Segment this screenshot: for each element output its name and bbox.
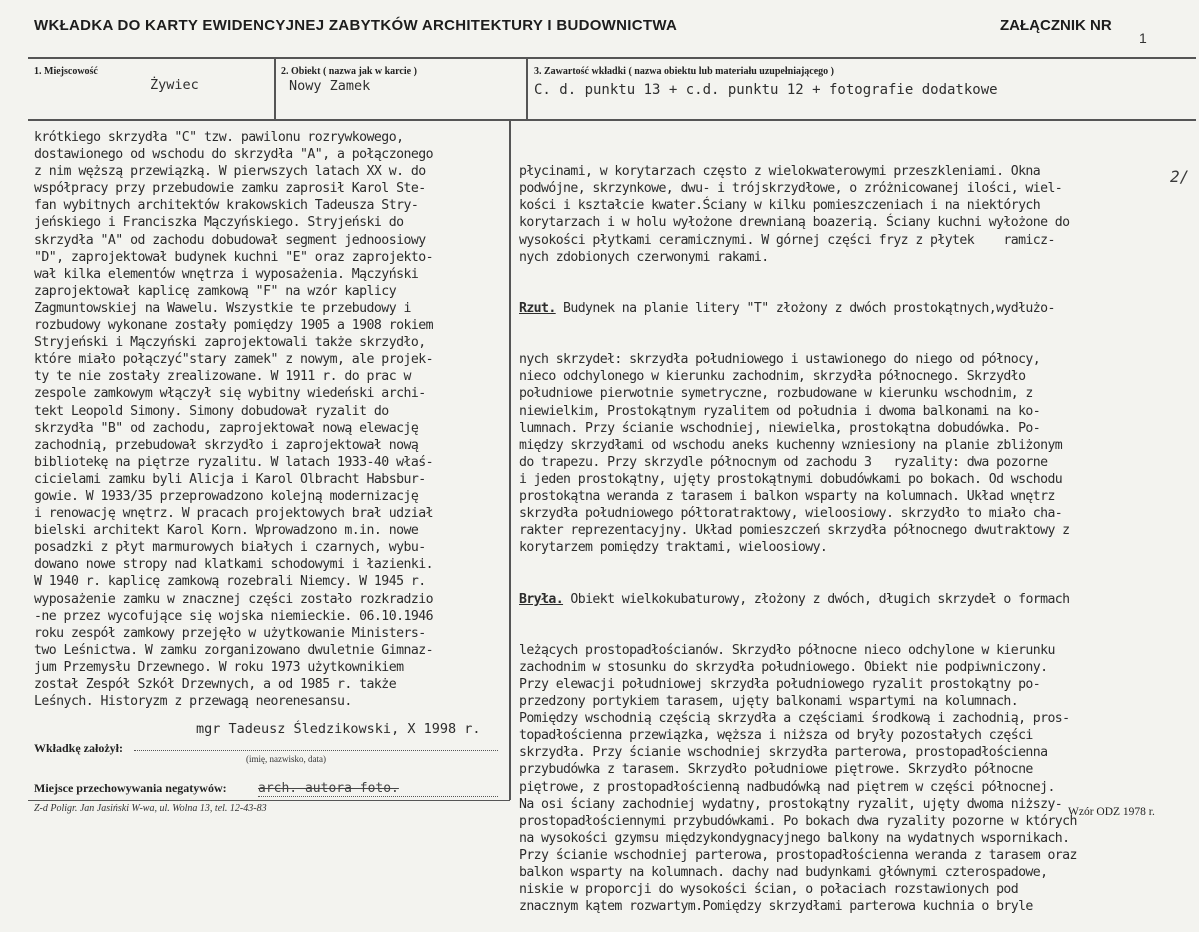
attachment-label: ZAŁĄCZNIK NR: [1000, 17, 1112, 34]
bryla-first-line: Obiekt wielkokubaturowy, złożony z dwóch, długich skrzydeł o formach: [563, 591, 1070, 607]
rzut-text-line: skrzydła południowego półtoratraktowy, wieloosiowy. skrzydło to miało cha-: [519, 506, 1063, 522]
rzut-heading: Rzut.: [519, 300, 556, 316]
bryla-text-line: Pomiędzy wschodnią częścią skrzydła a częściami środkową i zachodnią, pros-: [519, 711, 1070, 727]
left-text-line: dowano nowe stropy nad klatkami schodowymi i łazienki.: [34, 557, 434, 573]
rzut-text-line: rakter reprezentacyjny. Układ pomieszczeń skrzydła północnego dwutraktowy z: [519, 523, 1070, 539]
bryla-text-line: Na osi ściany zachodniej wydatny, prostokątny ryzalit, ujęty dwoma niższy-: [519, 796, 1063, 812]
bryla-text-line: na wysokości gzymsu międzykondygnacyjnego balkony na wydatnych wspornikach.: [519, 830, 1070, 846]
negatives-value: arch. autora foto.: [258, 781, 399, 796]
left-text-line: skrzydła "B" od zachodu, zaprojektował nową elewację: [34, 420, 419, 436]
field-divider-1: [274, 57, 276, 120]
bryla-text-line: przedzony portykiem tarasem, ujęty balkonami wspartymi na kolumnach.: [519, 694, 1019, 710]
rzut-text-line: lumnach. Przy ścianie wschodniej, niewielka, prostokątna dobudówka. Po-: [519, 420, 1041, 436]
right-text-line: wysokości płytkami ceramicznymi. W górnej części fryz z płytek ramicz-: [519, 232, 1055, 248]
bryla-text-line: przybudówka z tarasem. Skrzydło południowe piętrowe. Skrzydło północne: [519, 762, 1033, 778]
column-divider: [509, 120, 511, 800]
rzut-text-line: nieco odchylonego w kierunku zachodnim, skrzydła północnego. Skrzydło: [519, 369, 1026, 385]
left-text-line: jum Przemysłu Drzewnego. W roku 1973 użytkownikiem: [34, 659, 404, 675]
field-divider-2: [526, 57, 528, 120]
object-value: Nowy Zamek: [289, 78, 371, 94]
left-text-line: ty te nie zostały zrealizowane. W 1911 r. do prac w: [34, 369, 411, 385]
locality-label: 1. Miejscowość: [34, 66, 98, 77]
bryla-line: [519, 591, 1179, 608]
rzut-text-line: południowe pierwotnie symetryczne, rozbudowane w kierunku wschodnim, z: [519, 386, 1033, 402]
bryla-text-line: balkon wsparty na kolumnach. dachy nad budynkami głównymi czterospadowe,: [519, 865, 1048, 881]
left-text-line: skrzydła "A" od zachodu dobudował segment jednoosiowy: [34, 232, 426, 248]
rzut-text-line: korytarzem pomiędzy traktami, wieloosiowy.: [519, 540, 828, 556]
left-text-line: bibliotekę na piętrze ryzalitu. W latach 1933-40 właś-: [34, 454, 434, 470]
rzut-first-line: Budynek na planie litery "T" złożony z dwóch prostokątnych,wydłużo-: [555, 300, 1055, 316]
left-text-line: Stryjeński i Mączyński zaprojektowali także skrzydło,: [34, 335, 426, 351]
rzut-text-line: nych skrzydeł: skrzydła południowego i ustawionego do niego od północy,: [519, 352, 1041, 368]
left-text-line: tekt Leopold Simony. Simony dobudował ryzalit do: [34, 403, 389, 419]
bryla-text-line: niskie w proporcji do wysokości ścian, o połaciach rozstawionych pod: [519, 882, 1019, 898]
left-text-line: i renowację wnętrz. W pracach projektowych brał udział: [34, 506, 434, 522]
left-text-line: został Zespół Szkół Drzewnych, a od 1985 r. także: [34, 677, 397, 692]
left-text-line: posadzki z płyt marmurowych białych i czarnych, wybu-: [34, 540, 426, 556]
right-text-line: podwójne, skrzynkowe, dwu- i trójskrzydłowe, o zróżnicowanej ilości, wiel-: [519, 181, 1063, 197]
left-text-line: W 1940 r. kaplicę zamkową rozebrali Niemcy. W 1945 r.: [34, 574, 426, 590]
rzut-line: [519, 300, 1179, 317]
right-text-line: korytarzach i w holu wyłożone drewnianą boazerią. Ściany kuchni wyłożone do: [519, 215, 1070, 231]
form-template-id: Wzór ODZ 1978 r.: [1068, 806, 1155, 818]
left-text-line: zaprojektował kaplicę zamkową "F" na wzór kaplicy: [34, 283, 397, 299]
form-title: WKŁADKA DO KARTY EWIDENCYJNEJ ZABYTKÓW ARCHITEKTURY I BUDOWNICTWA: [34, 17, 678, 34]
left-text-line: dostawionego od wschodu do skrzydła "A", a połączonego: [34, 147, 434, 163]
left-text-line: wał kilka elementów wnętrza i wyposażenia. Mączyński: [34, 266, 419, 282]
bryla-text-line: skrzydła. Przy ścianie wschodniej skrzydła parterowa, prostopadłościenna: [519, 745, 1048, 761]
left-text-line: gowie. W 1933/35 przeprowadzono kolejną modernizację: [34, 488, 419, 504]
left-text-line: Leśnych. Historyzm z przewagą neorenesansu.: [34, 694, 352, 710]
locality-value: Żywiec: [150, 77, 199, 93]
bryla-text-line: prostopadłościennymi przybudówkami. Po bokach dwa ryzality pozorne w których: [519, 813, 1077, 829]
printer-imprint: Z-d Poligr. Jan Jasiński W-wa, ul. Wolna 13, tel. 12-43-83: [34, 803, 267, 814]
inserted-by-dotted-line: [134, 744, 498, 751]
bottom-rule: [28, 800, 510, 801]
left-text-line: które miało połączyć"stary zamek" z nowym, ale projek-: [34, 352, 434, 368]
left-text-line: fan wybitnych architektów krakowskich Tadeusza Stry-: [34, 198, 419, 214]
author-signature: mgr Tadeusz Śledzikowski, X 1998 r.: [196, 721, 481, 737]
rzut-text-line: do trapezu. Przy skrzydle północnym od zachodu 3 ryzality: dwa pozorne: [519, 454, 1048, 470]
fields-bottom-rule: [28, 119, 1196, 121]
rzut-text-line: prostokątna weranda z tarasem i balkon wsparty na kolumnach. Układ wnętrz: [519, 488, 1055, 504]
right-text-line: nych zdobionych czerwonymi rakami.: [519, 249, 769, 265]
left-text-line: jeńskiego i Franciszka Mączyńskiego. Stryjeński do: [34, 215, 404, 231]
margin-note: 2/: [1170, 167, 1190, 186]
right-text-line: płycinami, w korytarzach często z wielokwaterowymi przeszkleniami. Okna: [519, 164, 1041, 180]
contents-label: 3. Zawartość wkładki ( nazwa obiektu lub materiału uzupełniającego ): [534, 66, 835, 77]
bryla-text-line: znacznym kątem rozwartym.Pomiędzy skrzydłami parterowa kuchnia o bryle: [519, 899, 1033, 915]
attachment-number: 1: [1139, 30, 1147, 46]
bryla-text-line: Przy elewacji południowej skrzydła południowego ryzalit prostokątny po-: [519, 677, 1041, 692]
left-text-line: z nim węższą przewiązką. W pierwszych latach XX w. do: [34, 164, 426, 180]
left-text-line: two Leśnictwa. W zamku zorganizowano dwuletnie Gimnaz-: [34, 642, 434, 658]
inserted-by-label: Wkładkę założył:: [34, 741, 123, 755]
bryla-text-line: Przy ścianie wschodniej parterowa, prostopadłościenna weranda z tarasem oraz: [519, 847, 1077, 863]
left-text-line: rozbudowy wykonane zostały pomiędzy 1905 a 1908 rokiem: [34, 318, 434, 334]
left-text-line: współpracy przy przebudowie zamku zaprosił Karol Ste-: [34, 181, 426, 197]
bryla-text-line: zachodnim w stosunku do skrzydła południowego. Obiekt nie podpiwniczony.: [519, 659, 1048, 675]
left-text-line: cicielami zamku byli Alicja i Karol Olbracht Habsbur-: [34, 471, 426, 487]
left-text-line: zachodnią, przebudował skrzydło i zaprojektował nową: [34, 437, 419, 453]
left-text-line: bielski architekt Karol Korn. Wprowadzono m.in. nowe: [34, 523, 419, 539]
left-text-line: -ne przez wycofujące się wojska niemieckie. 06.10.1946: [34, 608, 434, 624]
contents-value: C. d. punktu 13 + c.d. punktu 12 + fotografie dodatkowe: [534, 82, 998, 98]
right-text-line: kości i kształcie kwater.Ściany w kilku pomieszczeniach i na niektórych: [519, 198, 1041, 214]
inserted-by-note: (imię, nazwisko, data): [246, 754, 326, 764]
left-text-line: Zagmuntowskiej na Wawelu. Wszystkie te przebudowy i: [34, 300, 411, 316]
object-label: 2. Obiekt ( nazwa jak w karcie ): [281, 66, 417, 77]
left-text-line: "D", zaprojektował budynek kuchni "E" oraz zaprojekto-: [34, 249, 434, 265]
bryla-text-line: topadłościenna przewiązka, węższa i niższa od bryły pozostałych części: [519, 728, 1033, 744]
left-text-line: wyposażenie zamku w znacznej części zostało rozkradzio: [34, 591, 434, 607]
left-text-line: zespole zamkowym włączył się wybitny wiedeński archi-: [34, 386, 426, 402]
left-text-line: krótkiego skrzydła "C" tzw. pawilonu rozrywkowego,: [34, 130, 404, 145]
bryla-text-line: piętrowe, z prostopadłościenną nadbudówką nad piętrem w części północnej.: [519, 779, 1055, 795]
bryla-text-line: leżących prostopadłościanów. Skrzydło północne nieco odchylone w kierunku: [519, 642, 1055, 658]
negatives-label: Miejsce przechowywania negatywów:: [34, 781, 227, 795]
left-text-line: roku zespół zamkowy przejęło w użytkowanie Ministers-: [34, 625, 426, 641]
left-text-column: [34, 129, 508, 710]
rzut-text-line: niewielkim, Prostokątnym ryzalitem od południa i dwoma balkonami na ko-: [519, 403, 1041, 419]
bryla-heading: Bryła.: [519, 591, 564, 607]
rzut-text-line: między skrzydłami od wschodu aneks kuchenny wzniesiony na planie zbliżonym: [519, 437, 1063, 453]
rzut-text-line: i jeden prostokątny, ujęty prostokątnymi dobudówkami po bokach. Od wschodu: [519, 471, 1063, 487]
top-rule: [28, 57, 1196, 59]
